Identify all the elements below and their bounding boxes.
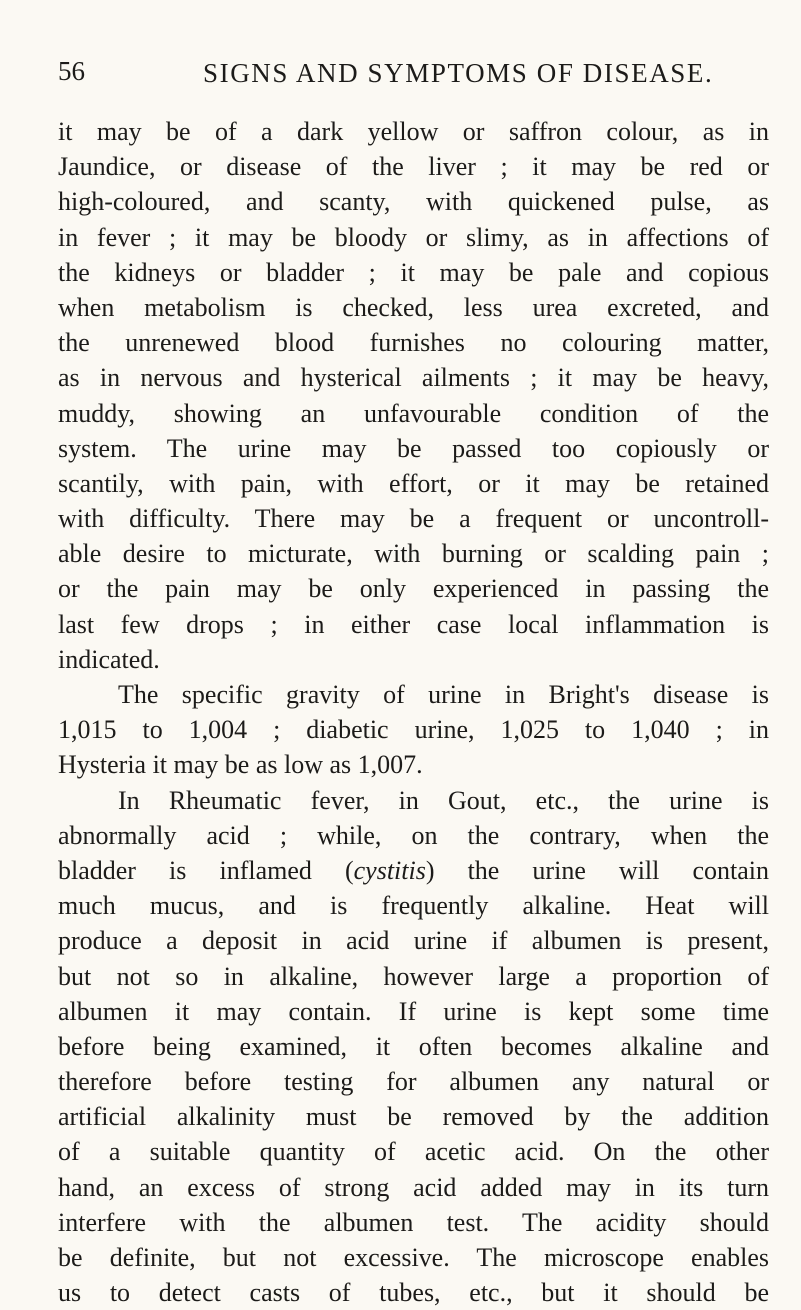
text-line: 1,015 to 1,004 ; diabetic urine, 1,025 to 1,040 ; in	[58, 715, 769, 745]
text-line: before being examined, it often becomes alkaline and	[58, 1031, 769, 1061]
text-line: hand, an excess of strong acid added may in its turn	[58, 1172, 769, 1202]
text-line: muddy, showing an unfavourable condition of the	[58, 398, 769, 428]
italic-term: cystitis	[353, 855, 426, 885]
text-line: it may be of a dark yellow or saffron colour, as in	[58, 117, 769, 146]
running-head	[58, 56, 764, 96]
text-line: be definite, but not excessive. The microscope enables	[58, 1243, 769, 1272]
text-line: Jaundice, or disease of the liver ; it may be red or	[58, 152, 769, 182]
text-line: last few drops ; in either case local inflammation is	[58, 609, 769, 639]
text-line: albumen it may contain. If urine is kept some time	[58, 996, 769, 1026]
text-line: artificial alkalinity must be removed by the addition	[58, 1102, 769, 1132]
text-line: the kidneys or bladder ; it may be pale and copious	[58, 257, 769, 287]
text-line: The specific gravity of urine in Bright's disease is	[118, 680, 769, 709]
text-line: of a suitable quantity of acetic acid. On the other	[58, 1137, 769, 1167]
text-line: high-coloured, and scanty, with quickened pulse, as	[58, 187, 769, 217]
page-number: 56	[58, 56, 85, 86]
running-title: SIGNS AND SYMPTOMS OF DISEASE.	[203, 58, 714, 88]
text-line: the unrenewed blood furnishes no colouring matter,	[58, 328, 769, 358]
text-line: with difficulty. There may be a frequent or uncontroll-	[58, 504, 769, 534]
body-text	[58, 114, 769, 1310]
text-line: bladder is inflamed (cystitis) the urine will contain	[58, 855, 769, 885]
text-line: us to detect casts of tubes, etc., but it should be	[58, 1278, 769, 1308]
text-line: in fever ; it may be bloody or slimy, as in affections of	[58, 222, 769, 252]
text-line: as in nervous and hysterical ailments ; it may be heavy,	[58, 363, 769, 393]
text-line: able desire to micturate, with burning or scalding pain ;	[58, 539, 769, 569]
text-line: therefore before testing for albumen any natural or	[58, 1067, 769, 1097]
text-line: indicated.	[58, 644, 160, 674]
text-line: interfere with the albumen test. The acidity should	[58, 1207, 769, 1237]
text-line: or the pain may be only experienced in passing the	[58, 574, 769, 604]
text-line: when metabolism is checked, less urea excreted, and	[58, 292, 769, 322]
text-line: In Rheumatic fever, in Gout, etc., the urine is	[118, 785, 769, 815]
text-line: system. The urine may be passed too copiously or	[58, 433, 769, 463]
text-line: but not so in alkaline, however large a proportion of	[58, 961, 769, 991]
text-line: Hysteria it may be as low as 1,007.	[58, 750, 423, 780]
text-line: abnormally acid ; while, on the contrary, when the	[58, 820, 769, 850]
text-line: produce a deposit in acid urine if albumen is present,	[58, 926, 769, 956]
text-line: much mucus, and is frequently alkaline. Heat will	[58, 891, 769, 921]
text-line: scantily, with pain, with effort, or it may be retained	[58, 468, 769, 498]
